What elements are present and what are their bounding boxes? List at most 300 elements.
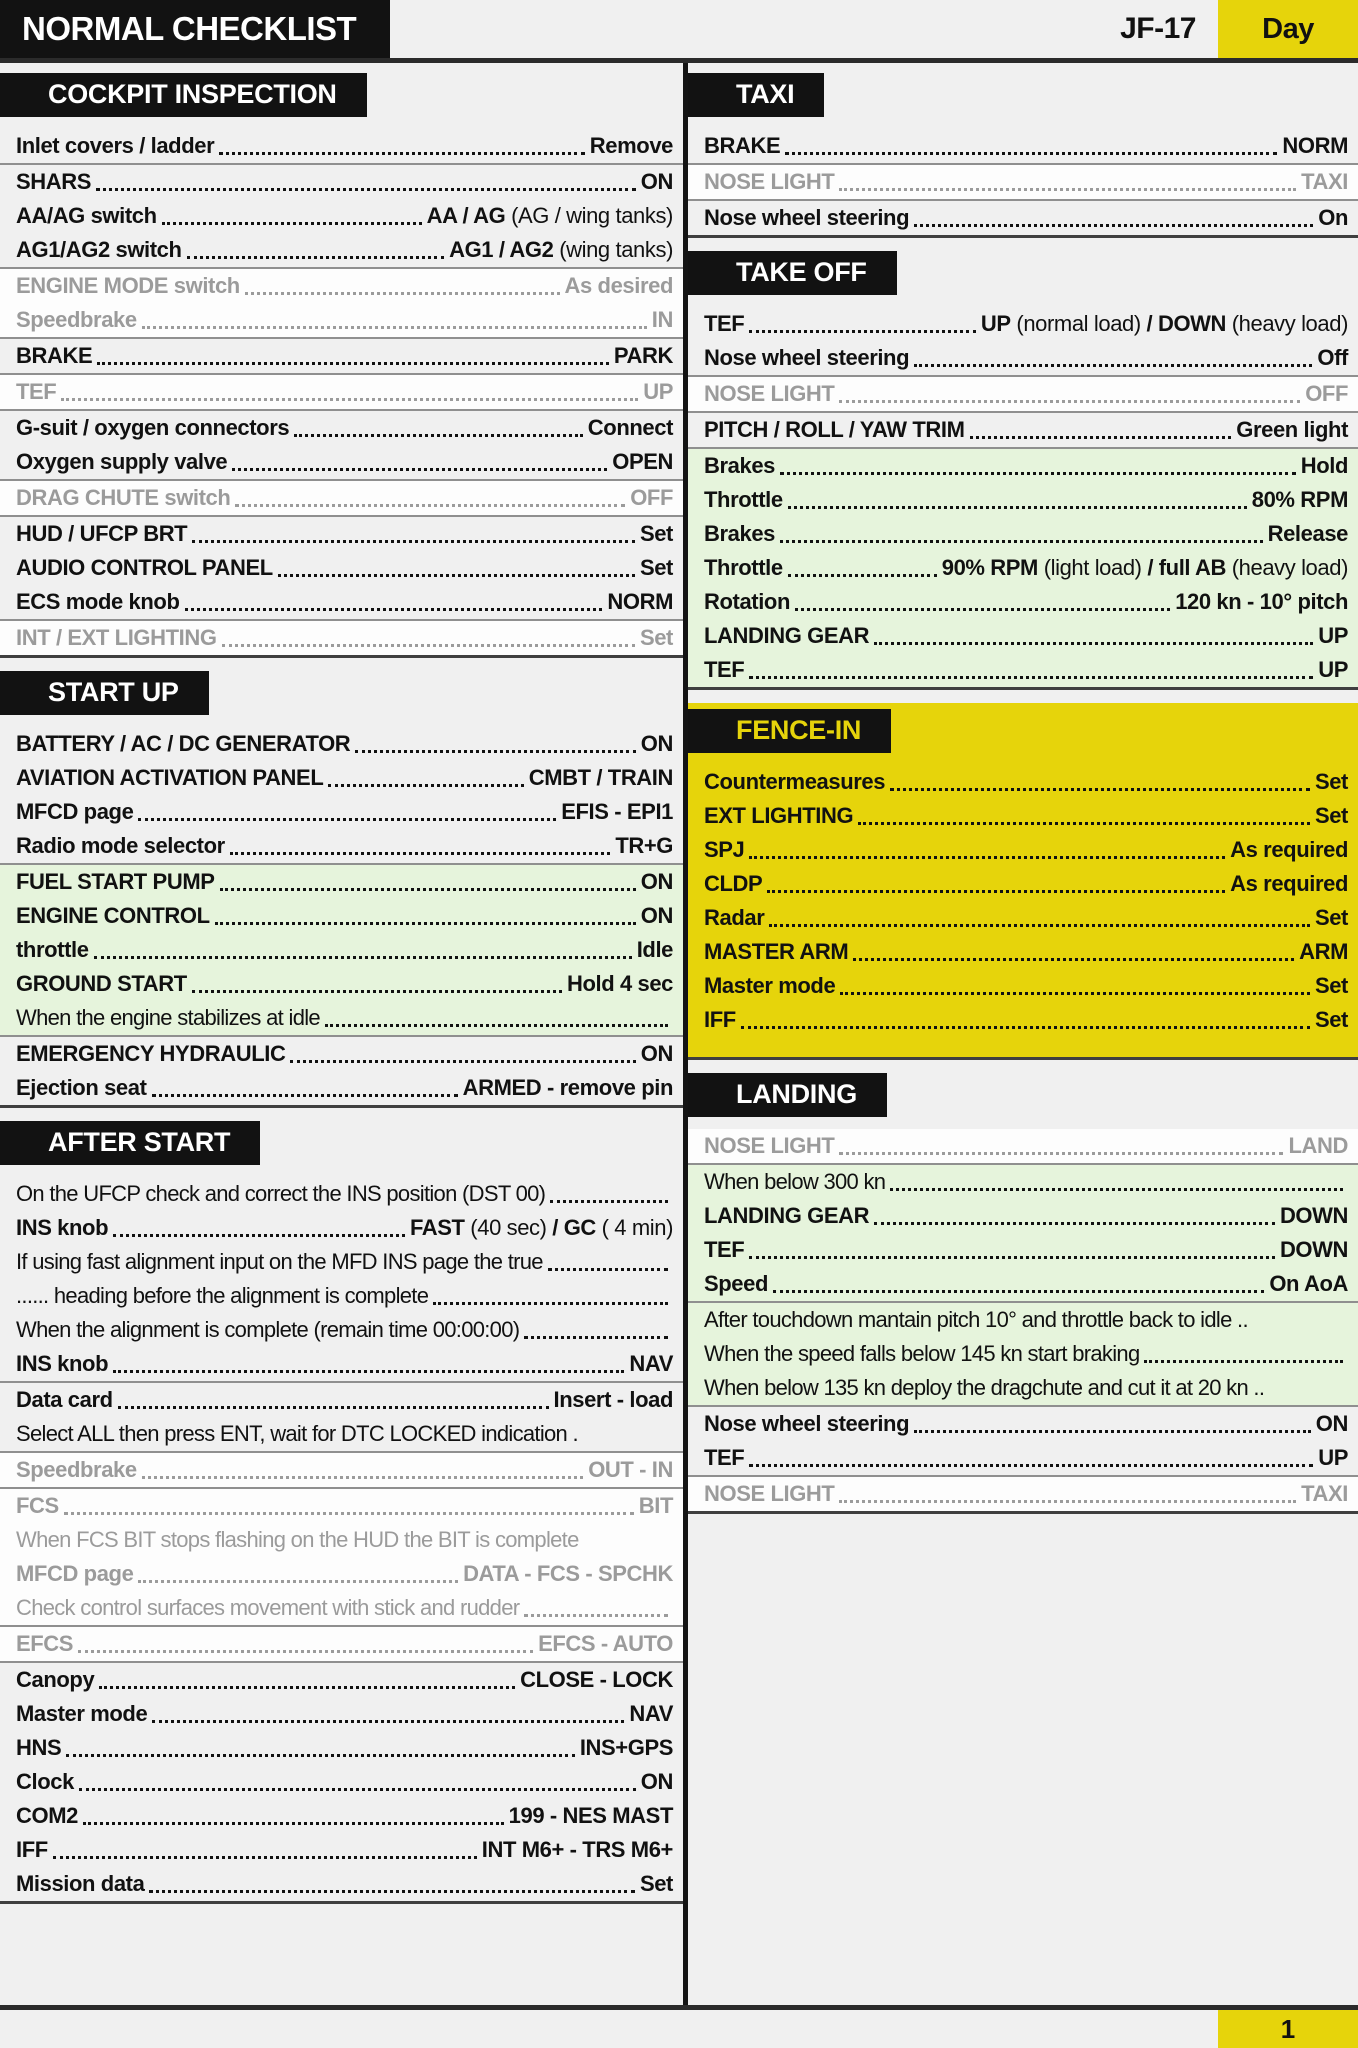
checklist-item [688, 517, 1358, 551]
item-value: Insert - load [553, 1387, 673, 1412]
item-value: Hold 4 sec [566, 971, 673, 996]
item-value: Off [1317, 345, 1348, 370]
note-text: When below 135 kn deploy the dragchute and cut it at 20 kn .. [704, 1375, 1265, 1400]
checklist-item [0, 899, 683, 933]
note-text: When below 300 kn [704, 1169, 886, 1194]
dotted-leader [795, 608, 1170, 611]
item-value: AA / AG (AG / wing tanks) [426, 203, 673, 228]
checklist-item [688, 551, 1358, 585]
item-label: NOSE LIGHT [704, 1481, 835, 1506]
dotted-leader [328, 784, 523, 787]
item-label: Rotation [704, 589, 791, 614]
dotted-leader [788, 506, 1247, 509]
item-label: Speedbrake [16, 1457, 137, 1482]
header-spacer [390, 0, 1120, 58]
item-value: BIT [638, 1493, 673, 1518]
item-value: As required [1230, 871, 1348, 896]
row-group [688, 1163, 1358, 1301]
checklist-item [688, 1199, 1358, 1233]
checklist-item [0, 967, 683, 1001]
checklist-item [0, 1211, 683, 1245]
item-label: LANDING GEAR [704, 1203, 870, 1228]
item-value: EFCS - AUTO [538, 1631, 673, 1656]
item-label: Data card [16, 1387, 113, 1412]
item-value: INT M6+ - TRS M6+ [481, 1837, 673, 1862]
dotted-leader [839, 188, 1296, 191]
dotted-leader [325, 1024, 668, 1027]
checklist-item [0, 1453, 683, 1487]
item-value: UP (normal load) / DOWN (heavy load) [980, 311, 1348, 336]
item-value: Set [1314, 973, 1348, 998]
row-group [688, 199, 1358, 235]
item-value: EFIS - EPI1 [561, 799, 673, 824]
checklist-item [688, 1129, 1358, 1163]
item-value: NORM [1282, 133, 1348, 158]
dotted-leader [94, 956, 632, 959]
item-label: ENGINE CONTROL [16, 903, 210, 928]
row-group [0, 863, 683, 1035]
item-value: Set [1314, 905, 1348, 930]
section-fence-in [688, 703, 1358, 1060]
note-text: When FCS BIT stops flashing on the HUD the BIT is complete [16, 1527, 579, 1552]
item-label: TEF [704, 311, 745, 336]
checklist-note [0, 1001, 683, 1035]
dotted-leader [785, 152, 1277, 155]
dotted-leader [749, 330, 976, 333]
dotted-leader [152, 1094, 458, 1097]
checklist-note [688, 1337, 1358, 1371]
row-group [688, 163, 1358, 199]
row-group [688, 1129, 1358, 1163]
item-value: ON [640, 169, 673, 194]
dotted-leader [152, 1720, 624, 1723]
item-label: IFF [704, 1007, 736, 1032]
checklist-item [0, 551, 683, 585]
row-group [0, 337, 683, 373]
dotted-leader [874, 1222, 1275, 1225]
item-label: EFCS [16, 1631, 74, 1656]
row-group [688, 1301, 1358, 1405]
item-value: LAND [1288, 1133, 1348, 1158]
item-label: HNS [16, 1735, 62, 1760]
item-label: BRAKE [16, 343, 93, 368]
checklist-item [688, 833, 1358, 867]
column-right [688, 63, 1358, 2005]
dotted-leader [914, 1430, 1311, 1433]
dotted-leader [890, 1188, 1343, 1191]
dotted-leader [749, 856, 1225, 859]
row-group [0, 1177, 683, 1381]
item-label: Radar [704, 905, 765, 930]
row-group [0, 1661, 683, 1901]
dotted-leader [970, 436, 1232, 439]
item-value: Set [1314, 1007, 1348, 1032]
checklist-item [0, 1799, 683, 1833]
checklist-item [0, 199, 683, 233]
item-label: NOSE LIGHT [704, 381, 835, 406]
checklist-item [0, 829, 683, 863]
item-value: As required [1230, 837, 1348, 862]
note-text: If using fast alignment input on the MFD INS page the true [16, 1249, 543, 1274]
checklist-item [0, 1383, 683, 1417]
dotted-leader [99, 1686, 515, 1689]
item-value: NORM [607, 589, 673, 614]
item-value: NAV [629, 1351, 673, 1376]
dotted-leader [185, 608, 603, 611]
checklist-item [0, 1697, 683, 1731]
item-label: FUEL START PUMP [16, 869, 215, 894]
item-label: SPJ [704, 837, 745, 862]
item-value: UP [1318, 623, 1348, 648]
section-body-start-up [0, 727, 683, 1108]
checklist-item [688, 585, 1358, 619]
section-cockpit-inspection [0, 73, 683, 658]
row-group [0, 1625, 683, 1661]
checklist-item [688, 935, 1358, 969]
checklist-item [688, 377, 1358, 411]
checklist-item [0, 1833, 683, 1867]
dotted-leader [113, 1370, 624, 1373]
row-group [0, 409, 683, 479]
checklist-item [0, 621, 683, 655]
section-title-after-start: AFTER START [0, 1121, 260, 1165]
checklist-item [688, 867, 1358, 901]
item-value: ON [1315, 1411, 1348, 1436]
item-label: INT / EXT LIGHTING [16, 625, 217, 650]
checklist-item [0, 933, 683, 967]
item-label: AVIATION ACTIVATION PANEL [16, 765, 324, 790]
item-value: Hold [1300, 453, 1348, 478]
checklist-item [0, 411, 683, 445]
checklist-item [688, 765, 1358, 799]
item-label: Throttle [704, 487, 783, 512]
item-value: ON [640, 1041, 673, 1066]
dotted-leader [187, 256, 445, 259]
item-value: CMBT / TRAIN [528, 765, 673, 790]
item-label: FCS [16, 1493, 59, 1518]
checklist-item [0, 1867, 683, 1901]
checklist-item [688, 449, 1358, 483]
item-label: Master mode [16, 1701, 148, 1726]
note-text: On the UFCP check and correct the INS position (DST 00) [16, 1181, 546, 1206]
item-label: GROUND START [16, 971, 187, 996]
dotted-leader [853, 958, 1294, 961]
checklist-item [0, 303, 683, 337]
dotted-leader [773, 1290, 1264, 1293]
note-text: When the alignment is complete (remain time 00:00:00) [16, 1317, 520, 1342]
dotted-leader [749, 676, 1313, 679]
item-label: NOSE LIGHT [704, 169, 835, 194]
item-value: ON [640, 1769, 673, 1794]
row-group [0, 479, 683, 515]
item-value: ON [640, 903, 673, 928]
checklist-item [688, 307, 1358, 341]
item-label: TEF [16, 379, 57, 404]
item-value: As desired [564, 273, 673, 298]
section-body-landing [688, 1129, 1358, 1514]
checklist-note [688, 1371, 1358, 1405]
dotted-leader [749, 1256, 1275, 1259]
dotted-leader [113, 1234, 405, 1237]
item-value: NAV [629, 1701, 673, 1726]
row-group [688, 375, 1358, 411]
item-value: OPEN [612, 449, 673, 474]
section-title-taxi: TAXI [688, 73, 824, 117]
row-group [0, 1451, 683, 1487]
item-value: Set [639, 625, 673, 650]
section-taxi [688, 73, 1358, 238]
item-value: 90% RPM (light load) / full AB (heavy load) [941, 555, 1348, 580]
checklist-note [688, 1303, 1358, 1337]
section-take-off [688, 251, 1358, 690]
dotted-leader [97, 362, 609, 365]
dotted-leader [192, 990, 562, 993]
item-value: FAST (40 sec) / GC ( 4 min) [409, 1215, 673, 1240]
item-label: EXT LIGHTING [704, 803, 854, 828]
dotted-leader [61, 398, 638, 401]
item-value: TAXI [1301, 1481, 1348, 1506]
dotted-leader [839, 1500, 1296, 1503]
dotted-leader [53, 1856, 477, 1859]
item-label: Speed [704, 1271, 769, 1296]
dotted-leader [142, 326, 647, 329]
item-value: Connect [587, 415, 673, 440]
checklist-item [0, 761, 683, 795]
checklist-item [0, 795, 683, 829]
item-label: Radio mode selector [16, 833, 225, 858]
dotted-leader [162, 222, 422, 225]
dotted-leader [220, 888, 636, 891]
checklist-item [0, 481, 683, 515]
row-group [0, 129, 683, 163]
checklist-item [0, 517, 683, 551]
row-group [0, 1487, 683, 1625]
dotted-leader [142, 1476, 583, 1479]
checklist-note [0, 1313, 683, 1347]
checklist-item [688, 483, 1358, 517]
dotted-leader [83, 1822, 504, 1825]
item-label: EMERGENCY HYDRAULIC [16, 1041, 286, 1066]
dotted-leader [780, 472, 1296, 475]
item-value: TAXI [1301, 169, 1348, 194]
dotted-leader [66, 1754, 575, 1757]
dotted-leader [550, 1200, 668, 1203]
item-label: G-suit / oxygen connectors [16, 415, 290, 440]
dotted-leader [245, 292, 560, 295]
item-value: OUT - IN [588, 1457, 673, 1482]
item-label: TEF [704, 657, 745, 682]
item-label: Throttle [704, 555, 783, 580]
item-value: CLOSE - LOCK [520, 1667, 673, 1692]
section-after-start [0, 1121, 683, 1904]
row-group [0, 515, 683, 619]
item-label: BATTERY / AC / DC GENERATOR [16, 731, 351, 756]
item-value: Idle [636, 937, 673, 962]
item-label: AUDIO CONTROL PANEL [16, 555, 273, 580]
dotted-leader [769, 924, 1310, 927]
item-label: COM2 [16, 1803, 78, 1828]
checklist-note [0, 1417, 683, 1451]
item-value: PARK [613, 343, 673, 368]
item-value: UP [1318, 657, 1348, 682]
dotted-leader [235, 504, 625, 507]
checklist-note [0, 1591, 683, 1625]
section-body-after-start [0, 1177, 683, 1904]
checklist-item [0, 129, 683, 163]
note-text: When the speed falls below 145 kn start braking [704, 1341, 1140, 1366]
item-label: HUD / UFCP BRT [16, 521, 188, 546]
item-value: Set [1314, 803, 1348, 828]
row-group [688, 307, 1358, 375]
item-label: Countermeasures [704, 769, 886, 794]
item-value: IN [651, 307, 673, 332]
dotted-leader [79, 1788, 636, 1791]
item-label: BRAKE [704, 133, 781, 158]
item-label: SHARS [16, 169, 92, 194]
dotted-leader [232, 468, 607, 471]
checklist-item [0, 339, 683, 373]
checklist-item [688, 969, 1358, 1003]
item-value: UP [643, 379, 673, 404]
mode-badge: Day [1218, 0, 1358, 58]
item-label: Speedbrake [16, 307, 137, 332]
item-label: PITCH / ROLL / YAW TRIM [704, 417, 965, 442]
item-label: Canopy [16, 1667, 95, 1692]
item-label: AA/AG switch [16, 203, 157, 228]
dotted-leader [749, 1464, 1313, 1467]
dotted-leader [858, 822, 1310, 825]
item-value: OFF [630, 485, 673, 510]
row-group [688, 411, 1358, 447]
row-group [688, 765, 1358, 1037]
item-label: AG1/AG2 switch [16, 237, 182, 262]
checklist-item [688, 799, 1358, 833]
checklist-item [0, 1663, 683, 1697]
checklist-item [688, 619, 1358, 653]
row-group [0, 619, 683, 655]
item-label: CLDP [704, 871, 763, 896]
note-text: Check control surfaces movement with stick and rudder [16, 1595, 520, 1620]
checklist-item [0, 1765, 683, 1799]
item-label: Mission data [16, 1871, 145, 1896]
dotted-leader [741, 1026, 1310, 1029]
checklist-note [0, 1523, 683, 1557]
dotted-leader [874, 642, 1313, 645]
dotted-leader [355, 750, 636, 753]
dotted-leader [433, 1302, 668, 1305]
row-group [0, 1035, 683, 1105]
item-label: Nose wheel steering [704, 1411, 910, 1436]
item-value: DOWN [1279, 1237, 1348, 1262]
note-text: When the engine stabilizes at idle [16, 1005, 320, 1030]
row-group [0, 727, 683, 863]
item-label: Oxygen supply valve [16, 449, 228, 474]
checklist-note [688, 1165, 1358, 1199]
dotted-leader [230, 852, 611, 855]
dotted-leader [839, 1152, 1283, 1155]
checklist-note [0, 1177, 683, 1211]
section-landing [688, 1073, 1358, 1514]
dotted-leader [767, 890, 1225, 893]
checklist-item [0, 1731, 683, 1765]
aircraft-label: JF-17 [1120, 12, 1196, 45]
dotted-leader [138, 1580, 458, 1583]
section-title-fence-in: FENCE-IN [688, 709, 891, 753]
item-value: TR+G [615, 833, 673, 858]
dotted-leader [222, 644, 635, 647]
section-body-taxi [688, 129, 1358, 238]
item-value: OFF [1305, 381, 1348, 406]
checklist-item [0, 269, 683, 303]
dotted-leader [149, 1890, 635, 1893]
checklist-item [0, 727, 683, 761]
item-value: Set [639, 555, 673, 580]
item-value: DOWN [1279, 1203, 1348, 1228]
checklist-item [0, 1037, 683, 1071]
item-label: Brakes [704, 521, 775, 546]
dotted-leader [548, 1268, 668, 1271]
checklist-note [0, 1245, 683, 1279]
checklist-item [688, 1441, 1358, 1475]
section-body-cockpit-inspection [0, 129, 683, 658]
item-value: INS+GPS [579, 1735, 673, 1760]
page-footer [0, 2010, 1358, 2048]
item-label: MASTER ARM [704, 939, 849, 964]
item-value: ARM [1299, 939, 1348, 964]
dotted-leader [788, 574, 937, 577]
dotted-leader [890, 788, 1310, 791]
item-label: IFF [16, 1837, 48, 1862]
dotted-leader [290, 1060, 635, 1063]
section-title-landing: LANDING [688, 1073, 887, 1117]
dotted-leader [215, 922, 636, 925]
item-value: On [1318, 205, 1348, 230]
checklist-item [688, 1267, 1358, 1301]
item-label: Brakes [704, 453, 775, 478]
item-value: ON [640, 869, 673, 894]
checklist-item [0, 1627, 683, 1661]
section-title-start-up: START UP [0, 671, 209, 715]
checklist-item [0, 1347, 683, 1381]
note-text: After touchdown mantain pitch 10° and throttle back to idle .. [704, 1307, 1248, 1332]
dotted-leader [278, 574, 635, 577]
checklist-item [688, 413, 1358, 447]
checklist-item [688, 1233, 1358, 1267]
checklist-item [0, 865, 683, 899]
checklist-item [688, 1407, 1358, 1441]
section-title-cockpit-inspection: COCKPIT INSPECTION [0, 73, 367, 117]
row-group [0, 373, 683, 409]
checklist-item [688, 1003, 1358, 1037]
dotted-leader [524, 1336, 668, 1339]
dotted-leader [914, 364, 1312, 367]
row-group [0, 267, 683, 337]
row-group [0, 1381, 683, 1451]
checklist-item [688, 901, 1358, 935]
dotted-leader [118, 1406, 549, 1409]
dotted-leader [64, 1512, 634, 1515]
row-group [688, 447, 1358, 687]
item-label: Ejection seat [16, 1075, 147, 1100]
dotted-leader [914, 224, 1313, 227]
checklist-item [0, 585, 683, 619]
item-value: Set [639, 1871, 673, 1896]
item-value: UP [1318, 1445, 1348, 1470]
item-label: TEF [704, 1237, 745, 1262]
checklist-item [688, 129, 1358, 163]
checklist-item [0, 165, 683, 199]
item-value: Green light [1236, 417, 1348, 442]
